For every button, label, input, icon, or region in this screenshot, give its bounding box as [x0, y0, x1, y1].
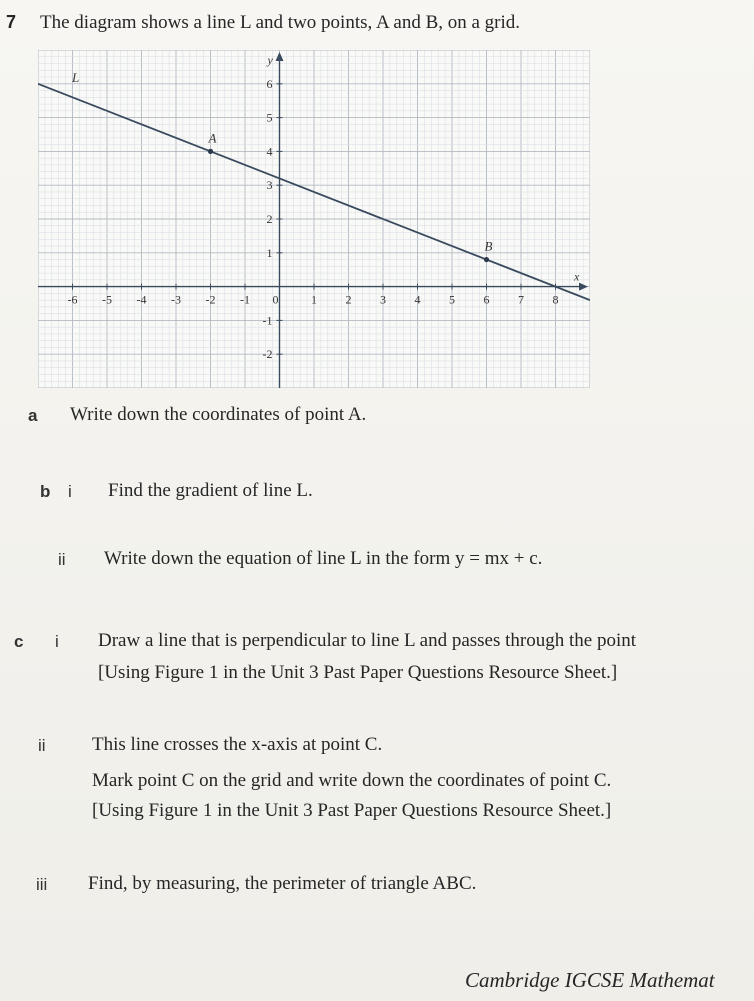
part-c-iii-label: iii [36, 875, 48, 894]
x-tick-label: 2 [345, 292, 352, 307]
point-B-label: B [484, 238, 493, 254]
part-c-i-text-1: Draw a line that is perpendicular to line L and passes through the point [98, 630, 637, 651]
part-c-ii-label: ii [38, 736, 46, 755]
part-c-label: c [14, 632, 24, 651]
part-b-ii-text: Write down the equation of line L in the form y = mx + c. [104, 548, 543, 569]
coordinate-grid-figure [38, 50, 590, 388]
question-stem: The diagram shows a line L and two points, A and B, on a grid. [40, 12, 521, 33]
y-tick-label: 5 [266, 110, 273, 125]
part-c-ii-text-2: Mark point C on the grid and write down the coordinates of point C. [92, 770, 612, 791]
x-tick-label: 6 [483, 292, 490, 307]
x-tick-label: -3 [171, 292, 181, 307]
x-tick-label: -4 [136, 292, 147, 307]
part-a-label: a [28, 406, 38, 425]
question-number: 7 [6, 12, 17, 32]
y-tick-label: 6 [266, 76, 273, 91]
y-tick-label: -2 [262, 347, 273, 362]
x-tick-label: -1 [240, 292, 250, 307]
x-tick-label: -2 [205, 292, 216, 307]
part-c-ii-text-3: [Using Figure 1 in the Unit 3 Past Paper Questions Resource Sheet.] [92, 800, 612, 821]
part-b-label: b [40, 482, 51, 501]
part-a-text: Write down the coordinates of point A. [70, 404, 367, 425]
x-tick-label: 5 [449, 292, 455, 307]
point-A [208, 149, 213, 154]
x-tick-label: 0 [272, 292, 279, 307]
part-c-ii-text-1: This line crosses the x-axis at point C. [92, 734, 383, 755]
footer-title: Cambridge IGCSE Mathemat [465, 968, 715, 992]
x-tick-label: 7 [518, 292, 524, 307]
part-b-i-label: i [68, 482, 72, 501]
y-axis-label: y [267, 53, 273, 67]
x-tick-label: -6 [67, 292, 78, 307]
y-tick-label: 1 [266, 245, 273, 260]
y-tick-label: 3 [266, 178, 273, 193]
x-tick-label: -5 [102, 292, 112, 307]
y-tick-label: -1 [262, 313, 273, 328]
part-b-i-text: Find the gradient of line L. [108, 480, 313, 501]
x-axis-label: x [574, 269, 580, 284]
y-tick-label: 2 [266, 212, 273, 226]
point-B [484, 257, 489, 262]
part-b-ii-label: ii [58, 550, 66, 569]
x-tick-label: 1 [311, 292, 317, 307]
part-c-iii-text: Find, by measuring, the perimeter of triangle ABC. [88, 873, 477, 894]
point-A-label: A [208, 130, 217, 146]
part-c-i-text-2: [Using Figure 1 in the Unit 3 Past Paper Questions Resource Sheet.] [98, 662, 618, 683]
x-tick-label: 8 [552, 292, 559, 307]
part-c-i-label: i [55, 632, 59, 651]
line-L-label: L [72, 69, 80, 85]
x-tick-label: 3 [380, 292, 386, 307]
x-tick-label: 4 [414, 292, 421, 307]
y-tick-label: 4 [266, 144, 273, 159]
